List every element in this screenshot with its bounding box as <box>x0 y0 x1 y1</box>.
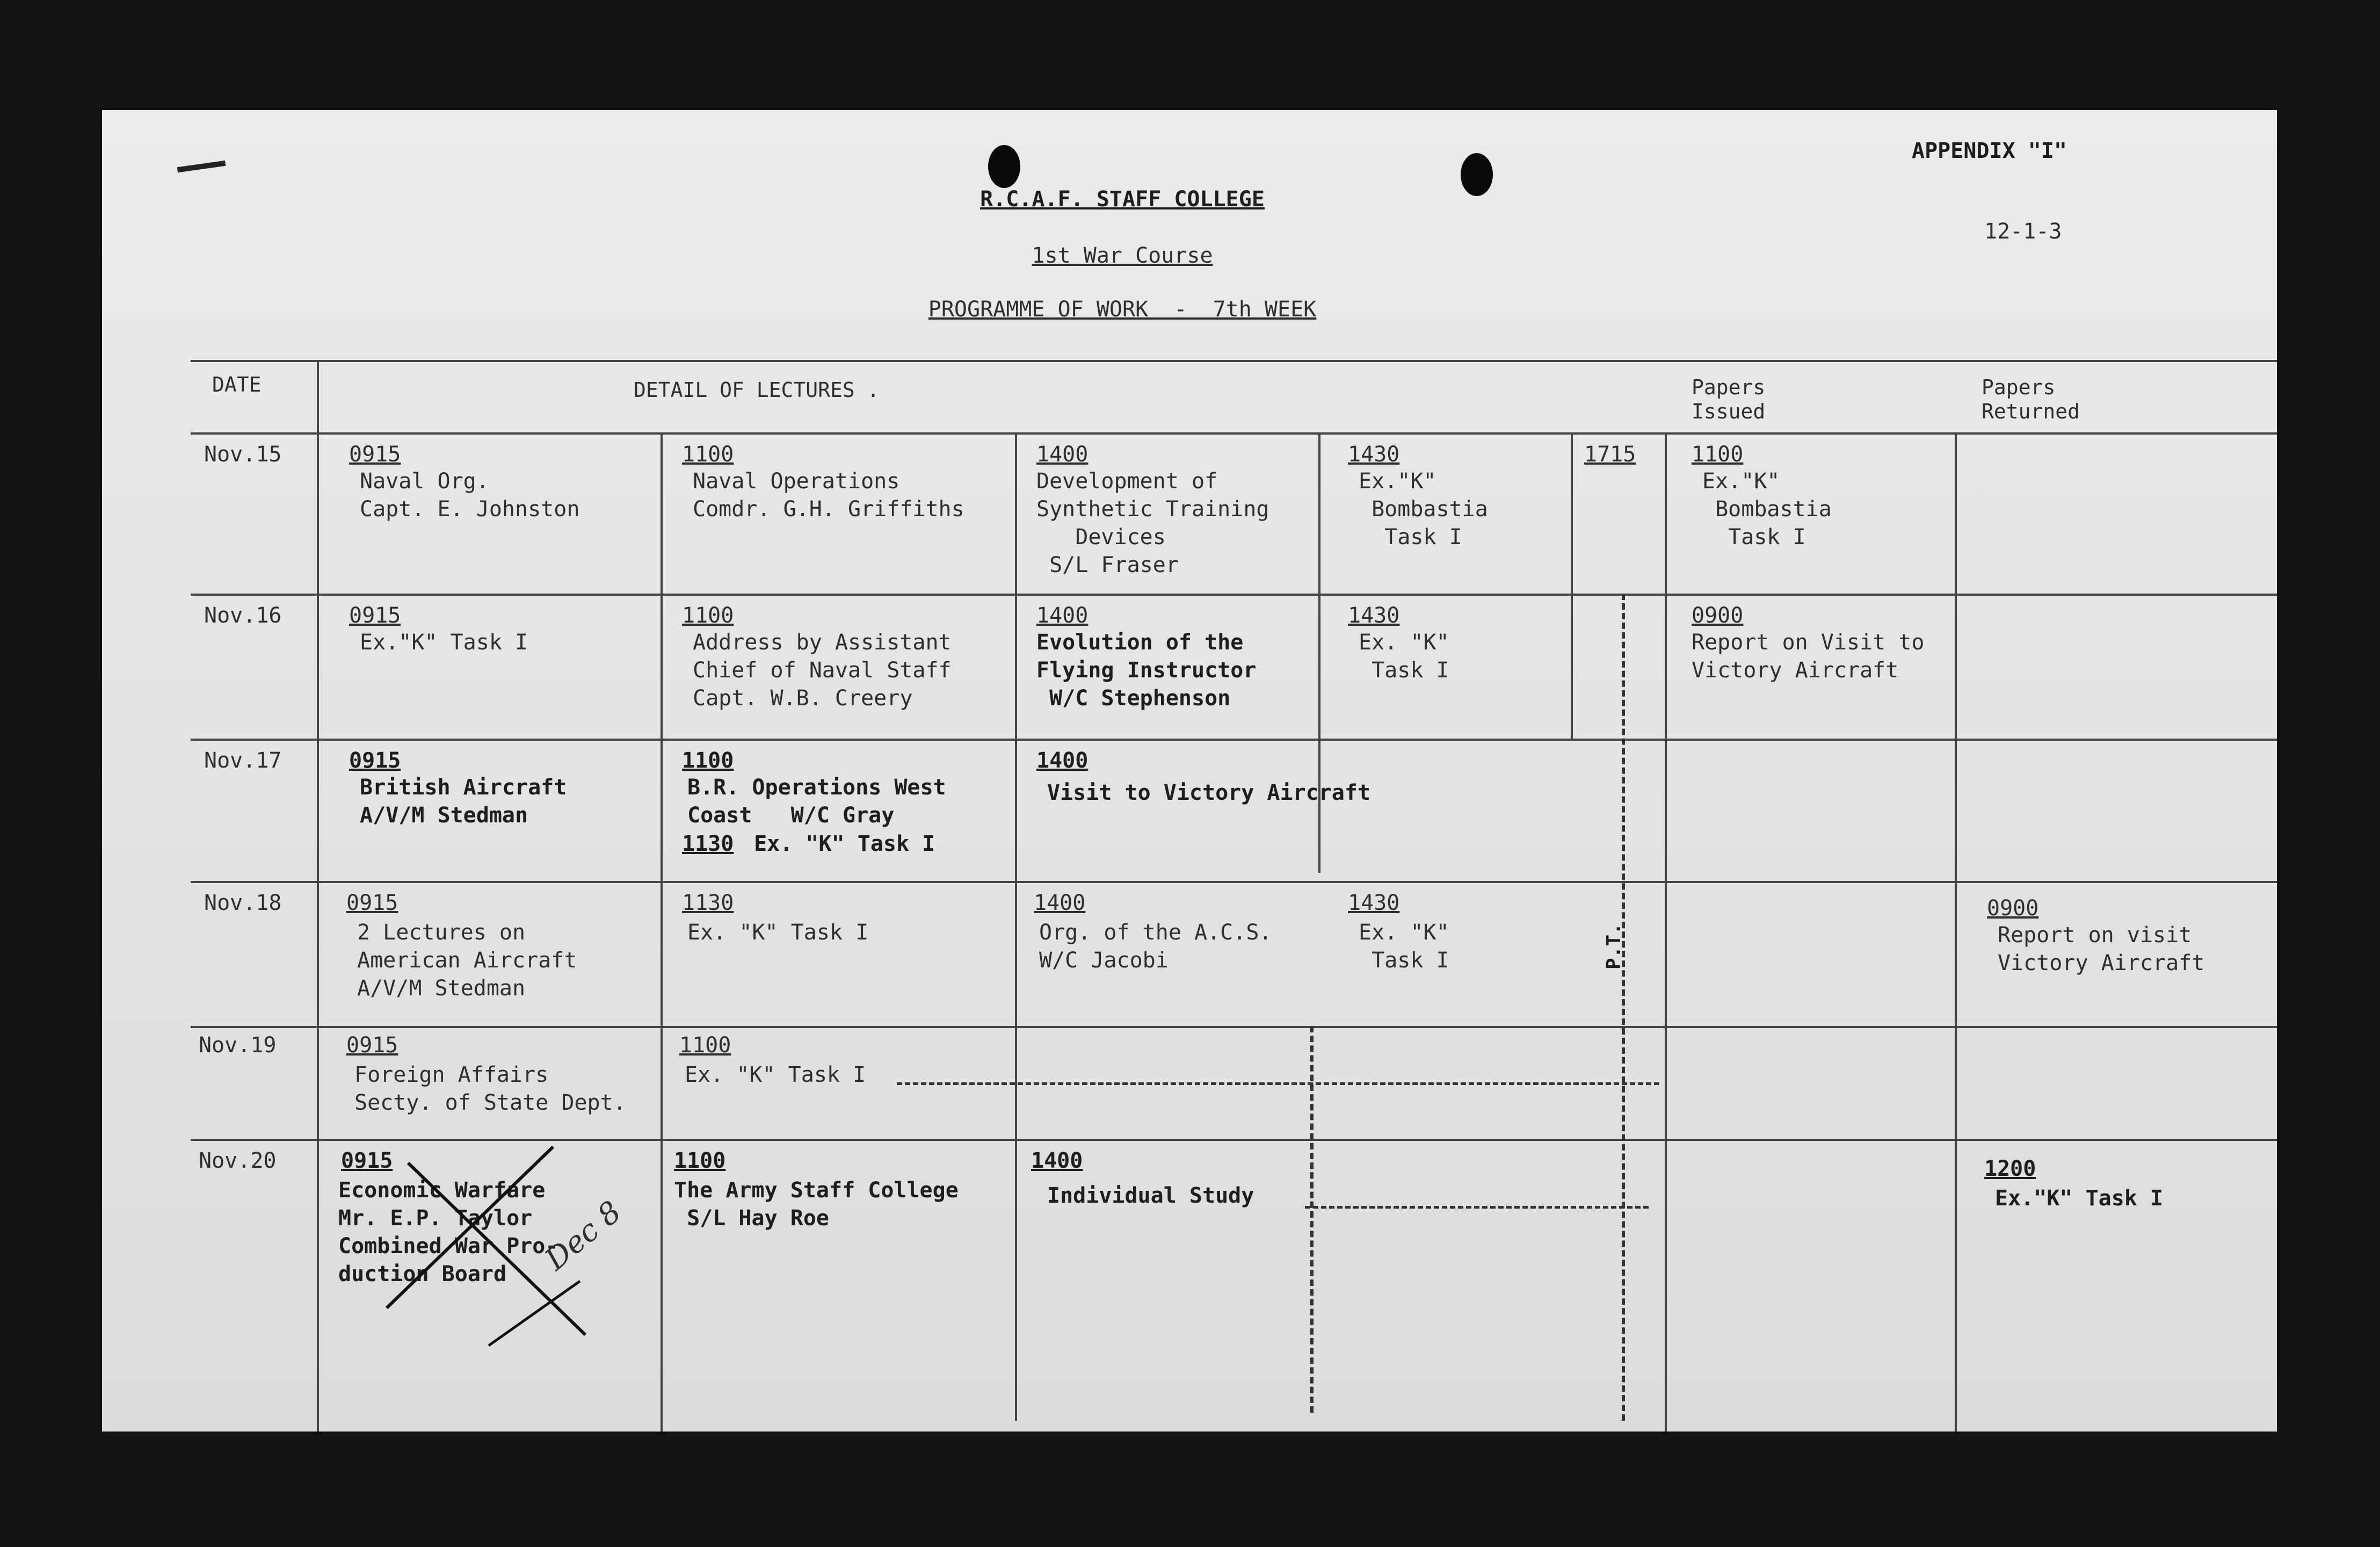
row-date: Nov.18 <box>204 891 282 915</box>
column-header-date: DATE <box>212 373 262 396</box>
session-detail: Ex. "K" Task I <box>1359 920 1449 973</box>
column-header-papers-issued-2: Issued <box>1692 400 1766 423</box>
row-rule-16 <box>191 594 2277 596</box>
session-time: 1400 <box>1034 891 1086 915</box>
session-time: 1400 <box>1036 442 1089 467</box>
session-time: 1715 <box>1584 442 1636 467</box>
session-time: 1130 <box>682 832 734 856</box>
handwritten-annotation: Dec 8 <box>538 1194 628 1277</box>
row-date: Nov.19 <box>199 1033 277 1058</box>
session-detail: Ex. "K" Task I <box>685 1062 866 1087</box>
row-date: Nov.16 <box>204 603 282 628</box>
pt-label: P.T. <box>1603 923 1625 970</box>
session-detail: Ex. "K" Task I <box>1359 630 1449 683</box>
session-time: 0915 <box>349 442 401 467</box>
session-time: 1130 <box>682 891 734 915</box>
session-time: 1400 <box>1031 1148 1083 1173</box>
col-rule-1400 <box>1015 432 1017 1421</box>
file-reference: 12-1-3 <box>1984 219 2062 244</box>
continuation-dashes <box>897 1082 1659 1085</box>
papers-issued-detail: Ex."K" Bombastia Task I <box>1702 469 1832 550</box>
row-date: Nov.17 <box>204 748 282 773</box>
table-top-rule <box>191 360 2277 362</box>
programme-title: PROGRAMME OF WORK - 7th WEEK <box>928 297 1317 322</box>
col-rule-1715 <box>1571 432 1573 739</box>
continuation-dashes <box>1305 1206 1649 1209</box>
row-date: Nov.15 <box>204 442 282 467</box>
papers-issued-detail: Report on Visit to Victory Aircraft <box>1692 630 1925 683</box>
session-time: 1430 <box>1348 442 1400 467</box>
column-header-papers-issued-1: Papers <box>1692 375 1766 399</box>
row-rule-17 <box>191 739 2277 741</box>
session-detail: Ex."K" Task I <box>360 630 528 655</box>
session-time: 1430 <box>1348 603 1400 628</box>
session-detail: Foreign Affairs Secty. of State Dept. <box>354 1062 626 1115</box>
session-detail: Naval Org. Capt. E. Johnston <box>360 469 580 522</box>
papers-issued-time: 1100 <box>1692 442 1744 467</box>
col-rule-issued <box>1665 432 1667 1432</box>
session-detail: British Aircraft A/V/M Stedman <box>360 775 567 828</box>
session-detail: Org. of the A.C.S. W/C Jacobi <box>1039 920 1272 973</box>
session-detail: The Army Staff College S/L Hay Roe <box>674 1178 959 1231</box>
row-date: Nov.20 <box>199 1148 277 1173</box>
session-detail: Address by Assistant Chief of Naval Staff Capt. W.B. Creery <box>693 630 952 711</box>
session-detail: Ex. "K" Task I <box>741 832 935 856</box>
column-header-papers-returned-2: Returned <box>1982 400 2080 423</box>
session-time: 0915 <box>341 1148 393 1173</box>
session-detail: Visit to Victory Aircraft <box>1047 780 1371 805</box>
session-time: 0915 <box>346 891 398 915</box>
session-detail: Individual Study <box>1047 1183 1254 1208</box>
col-rule-pt-dashed <box>1622 594 1625 1421</box>
session-time: 1100 <box>679 1033 731 1058</box>
session-detail: Evolution of the Flying Instructor W/C Stephenson <box>1036 630 1257 711</box>
college-title: R.C.A.F. STAFF COLLEGE <box>980 187 1265 212</box>
session-time: 1400 <box>1036 603 1089 628</box>
col-rule-1100 <box>661 432 663 1432</box>
session-time: 1400 <box>1036 748 1089 773</box>
course-title: 1st War Course <box>1032 243 1213 268</box>
session-time: 0915 <box>346 1033 398 1058</box>
session-detail: 2 Lectures on American Aircraft A/V/M Stedman <box>357 920 577 1001</box>
column-header-papers-returned-1: Papers <box>1982 375 2056 399</box>
session-detail: Ex."K" Bombastia Task I <box>1359 469 1488 550</box>
papers-returned-time: 1200 <box>1984 1156 2036 1181</box>
session-time: 0915 <box>349 748 401 773</box>
appendix-label: APPENDIX "I" <box>1912 139 2067 163</box>
col-rule-returned <box>1955 432 1957 1432</box>
col-rule-date <box>317 360 319 1432</box>
row-rule-19 <box>191 1026 2277 1028</box>
punch-hole-right <box>1461 153 1493 196</box>
session-detail: Naval Operations Comdr. G.H. Griffiths <box>693 469 964 522</box>
table-header-rule <box>191 432 2277 435</box>
papers-issued-time: 0900 <box>1692 603 1744 628</box>
papers-returned-detail: Ex."K" Task I <box>1995 1186 2164 1211</box>
session-time: 1100 <box>682 442 734 467</box>
session-time: 0915 <box>349 603 401 628</box>
session-time: 1100 <box>674 1148 726 1173</box>
session-time: 1100 <box>682 603 734 628</box>
papers-returned-detail: Report on visit Victory Aircraft <box>1998 923 2205 975</box>
column-header-detail: DETAIL OF LECTURES . <box>634 378 880 402</box>
col-rule-1430 <box>1318 432 1320 873</box>
punch-hole-left <box>988 145 1020 188</box>
session-time: 1100 <box>682 748 734 773</box>
session-detail: Development of Synthetic Training Devices S/L Fraser <box>1036 469 1269 577</box>
document-sheet <box>102 110 2277 1432</box>
session-detail: Economic Warfare Mr. E.P. Taylor Combined War Pro- duction Board <box>338 1178 558 1286</box>
papers-returned-time: 0900 <box>1987 896 2039 921</box>
row-rule-18 <box>191 881 2277 883</box>
session-time: 1430 <box>1348 891 1400 915</box>
scratch-mark <box>177 161 226 172</box>
session-detail: Ex. "K" Task I <box>687 920 869 945</box>
session-detail: B.R. Operations West Coast W/C Gray <box>687 775 946 828</box>
